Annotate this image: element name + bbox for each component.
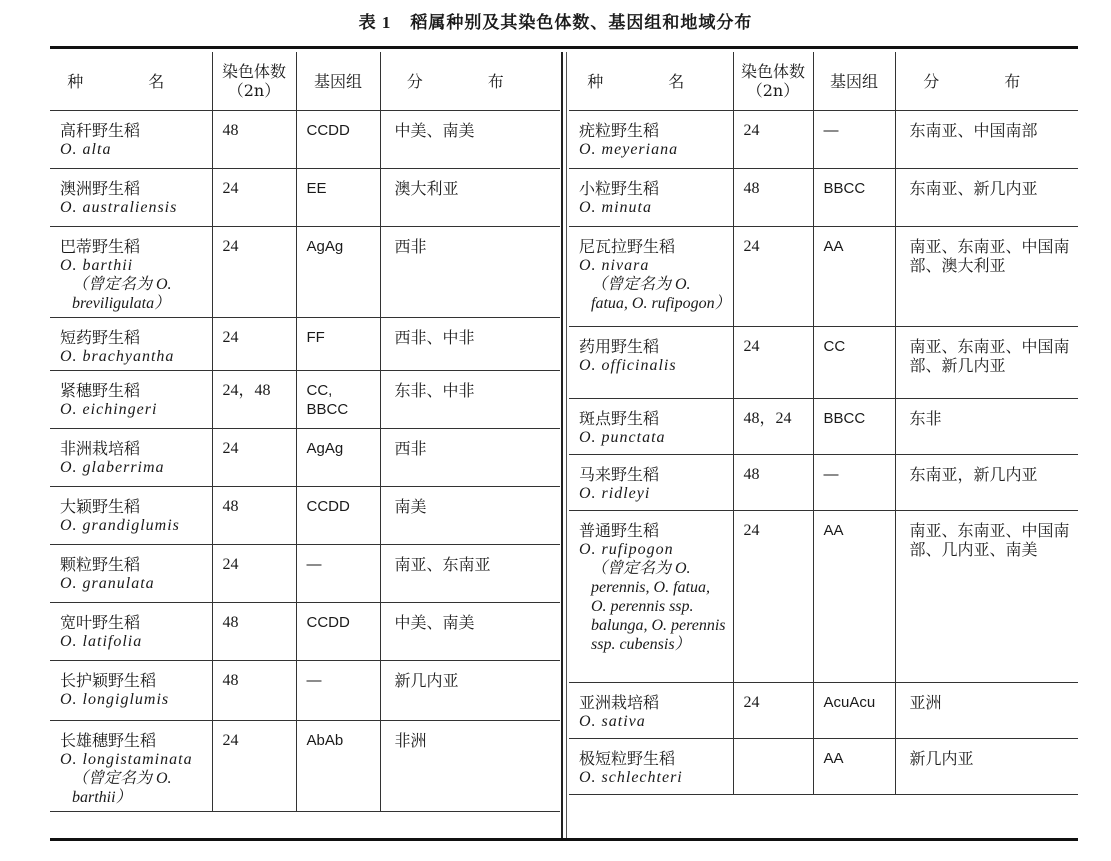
table-row [50,661,560,721]
species-latin-name: O. longiglumis [60,691,170,708]
species-chinese-name: 巴蒂野生稻 [60,237,141,256]
distribution-cell: 东南亚、中国南部 [895,111,1078,169]
genome-cell: AgAg [296,429,380,487]
genome-cell: CC [813,327,895,399]
species-chinese-name: 长雄穗野生稻 [60,731,157,750]
table-row [50,318,560,371]
table-row [50,371,560,429]
chromosome-count-cell: 24 [733,327,813,399]
species-name-cell [50,169,212,227]
chromosome-count-cell: 24 [733,511,813,683]
species-chinese-name: 宽叶野生稻 [60,613,141,632]
species-chinese-name: 短药野生稻 [60,328,141,347]
species-name-cell [50,429,212,487]
genome-cell: CCDD [296,487,380,545]
table-row [50,111,560,169]
species-chinese-name: 长护颖野生稻 [60,671,157,690]
table-row [569,455,1078,511]
distribution-cell: 新几内亚 [895,739,1078,795]
genome-cell: — [813,455,895,511]
species-name-cell [50,371,212,429]
species-synonym-note: （曾定名为 O. breviligulata） [72,276,172,312]
genome-cell: BBCC [813,169,895,227]
species-chinese-name: 大颖野生稻 [60,497,141,516]
genome-cell: — [813,111,895,169]
table-row [50,169,560,227]
chromosome-count-cell: 48 [212,661,296,721]
species-synonym-note: （曾定名为 O. barthii） [72,770,172,806]
species-name-cell [50,721,212,812]
chromosome-count-cell: 24 [212,169,296,227]
table-row [569,327,1078,399]
species-synonym-note: （曾定名为 O. fatua, O. rufipogon） [591,276,731,312]
species-latin-name: O. australiensis [60,199,178,216]
header-name: 种 名 [50,52,212,111]
center-divider-thin [566,52,567,838]
species-name-cell [569,227,733,327]
header-genome: 基因组 [813,52,895,111]
chromosome-count-cell: 24 [212,721,296,812]
species-latin-name: O. alta [60,141,112,158]
chromosome-count-cell: 24 [733,111,813,169]
table-row [569,511,1078,683]
species-chinese-name: 斑点野生稻 [579,409,660,428]
species-latin-name: O. punctata [579,429,666,446]
species-name-cell [569,399,733,455]
species-latin-name: O. minuta [579,199,652,216]
species-name-cell [50,603,212,661]
distribution-cell: 新几内亚 [380,661,560,721]
distribution-cell: 东非、中非 [380,371,560,429]
species-latin-name: O. granulata [60,575,155,592]
chromosome-count-cell: 24 [733,227,813,327]
species-chinese-name: 澳洲野生稻 [60,179,141,198]
species-name-cell [50,487,212,545]
genome-cell: CCDD [296,603,380,661]
chromosome-count-cell: 24 [733,683,813,739]
distribution-cell: 西非 [380,429,560,487]
species-name-cell [50,111,212,169]
distribution-cell: 亚洲 [895,683,1078,739]
species-chinese-name: 小粒野生稻 [579,179,660,198]
table-row [50,603,560,661]
species-synonym-note: （曾定名为 O. perennis, O. fatua, O. perennis ssp. balunga, O. perennis ssp. cubensis） [591,560,726,653]
genome-cell: AcuAcu [813,683,895,739]
distribution-cell: 东南亚，新几内亚 [895,455,1078,511]
table-row [569,111,1078,169]
species-chinese-name: 紧穗野生稻 [60,381,141,400]
genome-cell: — [296,661,380,721]
table-row [569,739,1078,795]
species-name-cell [569,455,733,511]
distribution-cell: 西非 [380,227,560,318]
table-row [50,227,560,318]
genome-cell: FF [296,318,380,371]
chromosome-count-cell: 24 [212,429,296,487]
chromosome-count-cell: 24 [212,545,296,603]
species-latin-name: O. barthii [60,257,134,274]
species-chinese-name: 亚洲栽培稻 [579,693,660,712]
species-table-left [50,52,560,812]
genome-cell: EE [296,169,380,227]
chromosome-count-cell: 48，24 [733,399,813,455]
header-chromosome: 染色体数 （2n） [733,52,813,111]
genome-cell: CCDD [296,111,380,169]
table-row [569,683,1078,739]
species-chinese-name: 马来野生稻 [579,465,660,484]
distribution-cell: 东非 [895,399,1078,455]
species-name-cell [569,511,733,683]
distribution-cell: 西非、中非 [380,318,560,371]
species-name-cell [50,318,212,371]
species-chinese-name: 颗粒野生稻 [60,555,141,574]
species-latin-name: O. schlechteri [579,769,683,786]
header-distribution: 分 布 [895,52,1078,111]
distribution-cell: 非洲 [380,721,560,812]
table-number: 表 1 [358,13,392,32]
table-row [569,169,1078,227]
species-latin-name: O. grandiglumis [60,517,180,534]
genome-cell: AA [813,739,895,795]
distribution-cell: 中美、南美 [380,111,560,169]
table-caption [0,8,1111,33]
species-latin-name: O. ridleyi [579,485,651,502]
chromosome-count-cell: 48 [212,603,296,661]
species-latin-name: O. meyeriana [579,141,679,158]
chromosome-count-cell: 24 [212,227,296,318]
header-distribution: 分 布 [380,52,560,111]
species-chinese-name: 普通野生稻 [579,521,660,540]
distribution-cell: 南亚、东南亚、中国南部、澳大利亚 [895,227,1078,327]
species-name-cell [569,169,733,227]
chromosome-count-cell: 24 [212,318,296,371]
species-chinese-name: 非洲栽培稻 [60,439,141,458]
species-chinese-name: 尼瓦拉野生稻 [579,237,676,256]
species-chinese-name: 极短粒野生稻 [579,749,676,768]
species-latin-name: O. officinalis [579,357,677,374]
species-name-cell [569,683,733,739]
distribution-cell: 南亚、东南亚 [380,545,560,603]
table-row [569,227,1078,327]
right-table-half [569,52,1078,795]
species-table-right [569,52,1078,795]
bottom-rule [50,838,1078,841]
genome-cell: CC, BBCC [296,371,380,429]
center-divider [561,52,563,838]
header-genome: 基因组 [296,52,380,111]
table-row [569,399,1078,455]
species-latin-name: O. longistaminata [60,751,193,768]
genome-cell: — [296,545,380,603]
header-chromosome: 染色体数 （2n） [212,52,296,111]
chromosome-count-cell [733,739,813,795]
species-name-cell [50,545,212,603]
species-latin-name: O. brachyantha [60,348,175,365]
species-name-cell [569,111,733,169]
species-name-cell [569,327,733,399]
table-title: 稻属种别及其染色体数、基因组和地域分布 [410,13,753,33]
chromosome-count-cell: 24，48 [212,371,296,429]
species-chinese-name: 疣粒野生稻 [579,121,660,140]
chromosome-count-cell: 48 [733,169,813,227]
genome-cell: AgAg [296,227,380,318]
species-name-cell [50,227,212,318]
genome-cell: AbAb [296,721,380,812]
chromosome-count-cell: 48 [212,487,296,545]
distribution-cell: 东南亚、新几内亚 [895,169,1078,227]
species-name-cell [569,739,733,795]
species-latin-name: O. glaberrima [60,459,165,476]
distribution-cell: 澳大利亚 [380,169,560,227]
species-latin-name: O. eichingeri [60,401,158,418]
top-rule [50,46,1078,49]
table-row [50,487,560,545]
table-row [50,429,560,487]
genome-cell: AA [813,511,895,683]
header-name: 种 名 [569,52,733,111]
species-latin-name: O. latifolia [60,633,143,650]
species-latin-name: O. nivara [579,257,650,274]
species-chinese-name: 高秆野生稻 [60,121,141,140]
chromosome-count-cell: 48 [733,455,813,511]
distribution-cell: 南亚、东南亚、中国南部、几内亚、南美 [895,511,1078,683]
table-row [50,721,560,812]
chromosome-count-cell: 48 [212,111,296,169]
distribution-cell: 中美、南美 [380,603,560,661]
distribution-cell: 南美 [380,487,560,545]
species-latin-name: O. rufipogon [579,541,674,558]
genome-cell: BBCC [813,399,895,455]
species-name-cell [50,661,212,721]
species-latin-name: O. sativa [579,713,646,730]
left-table-half [50,52,560,812]
distribution-cell: 南亚、东南亚、中国南部、新几内亚 [895,327,1078,399]
species-chinese-name: 药用野生稻 [579,337,660,356]
genome-cell: AA [813,227,895,327]
table-row [50,545,560,603]
